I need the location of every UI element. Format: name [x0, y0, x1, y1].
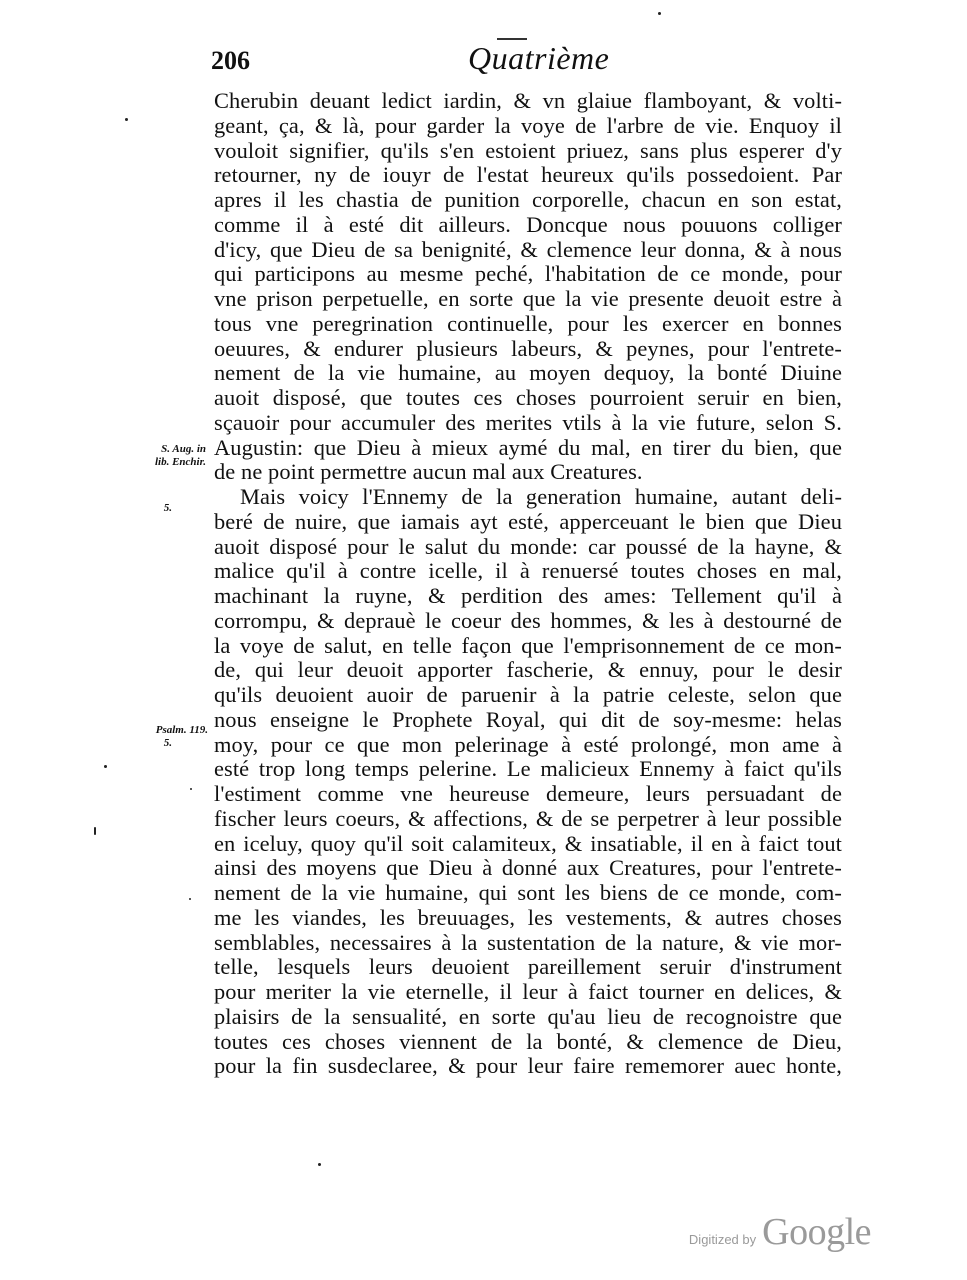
body-line: tous vne peregrination continuelle, pour les exercer en bonnes: [214, 310, 842, 336]
digitized-by-label: Digitized by: [688, 1232, 757, 1247]
scan-speck: [318, 1163, 321, 1166]
margin-note-line: 5.: [163, 502, 172, 514]
body-line: qui participons au mesme peché, l'habitation de ce monde, pour: [214, 261, 842, 287]
body-line: l'estiment comme vne heureuse demeure, leurs persuadant de: [214, 781, 842, 806]
body-line: telle, lesquels leurs deuoient pareillement seruir d'instrument: [214, 954, 842, 980]
body-line: nement de la vie humaine, au moyen dequoy, la bonté Diuine: [214, 360, 842, 386]
body-line: plaisirs de la sensualité, en sorte qu'au lieu de recognoistre que: [214, 1003, 842, 1029]
body-line: malice qu'il à contre icelle, il à renuersé toutes choses en mal,: [214, 558, 842, 584]
body-line: retourner, ny de iouyr de l'estat heureux qu'ils possedoient. Par: [214, 162, 842, 188]
scan-speck: [190, 788, 192, 790]
body-line: esté trop long temps pelerine. Le malicieux Ennemy à faict qu'ils: [214, 756, 842, 782]
google-logo: Google: [762, 1211, 871, 1253]
scan-speck: [189, 898, 191, 900]
body-line: en iceluy, quoy qu'il soit calamiteux, & insatiable, il en à faict tout: [214, 830, 842, 856]
body-line: Augustin: que Dieu à mieux aymé du mal, en tirer du bien, que: [214, 434, 842, 460]
scan-speck: [104, 765, 107, 768]
scan-speck: [658, 12, 661, 15]
body-line: auoit disposé pour le salut du monde: car poussé de la hayne, &: [214, 533, 842, 559]
body-line: geant, ça, & là, pour garder la voye de l'arbre de vie. Enquoy il: [214, 112, 842, 138]
digitized-by-footer: [689, 1210, 871, 1254]
scan-speck: [125, 118, 128, 121]
body-line: semblables, necessaires à la sustentation de la nature, & vie mor-: [214, 929, 842, 955]
body-line: apres il les chastia de punition corporelle, chacun en son estat,: [214, 187, 842, 212]
body-line: vne prison perpetuelle, en sorte que la vie presente deuoit estre à: [214, 286, 842, 311]
body-text: [214, 89, 842, 1079]
body-line-paragraph-start: Mais voicy l'Ennemy de la generation humaine, autant deli-: [240, 484, 842, 509]
scan-speck: [94, 827, 96, 835]
body-line: Cherubin deuant ledict iardin, & vn glaiue flamboyant, & volti-: [214, 88, 842, 113]
body-line: sçauoir pour accumuler des merites vtils à la vie future, selon S.: [214, 409, 842, 435]
margin-note-psalm: [124, 724, 208, 750]
body-line: vouloit signifier, qu'ils s'en estoient priuez, sans plus esperer d'y: [214, 137, 842, 163]
body-line: fischer leurs coeurs, & affections, & de se perpetrer à leur possible: [214, 805, 842, 831]
body-line: la voye de salut, en telle façon que l'emprisonnement de ce mon-: [214, 632, 842, 658]
running-title: Quatrième: [468, 40, 610, 76]
body-line: me les viandes, les breuuages, les vestements, & autres choses: [214, 904, 842, 930]
body-line: moy, pour ce que mon pelerinage à esté prolongé, mon ame à: [214, 731, 842, 757]
margin-note-line: S. Aug. in: [161, 443, 206, 455]
margin-note-line: Psalm. 119.: [155, 724, 208, 736]
body-line: toutes ces choses viennent de la bonté, & clemence de Dieu,: [214, 1028, 842, 1054]
body-line: nous enseigne le Prophete Royal, qui dit de soy-mesme: helas: [214, 706, 842, 732]
margin-note-augustine: [128, 443, 206, 469]
margin-note-line: lib. Enchir.: [154, 456, 206, 468]
body-line: beré de nuire, que iamais ayt esté, apperceuant le bien que Dieu: [214, 508, 842, 534]
body-line: comme il à esté dit ailleurs. Doncque nous pouuons colliger: [214, 211, 842, 237]
body-line: de, qui leur deuoit apporter fascherie, & ennuy, pour le desir: [214, 657, 842, 683]
body-line: corrompu, & deprauè le coeur des hommes, & les à destourné de: [214, 607, 842, 633]
margin-note-line: 5.: [163, 737, 172, 749]
body-line: nement de la vie humaine, qui sont les biens de ce monde, com-: [214, 880, 842, 905]
page-number: 206: [211, 46, 250, 75]
body-line: ainsi des moyens que Dieu à donné aux Creatures, pour l'entrete-: [214, 855, 842, 881]
body-line: pour meriter la vie eternelle, il leur à faict tourner en delices, &: [214, 979, 842, 1004]
body-line: d'icy, que Dieu de sa benignité, & clemence leur donna, & à nous: [214, 236, 842, 262]
body-line: de ne point permettre aucun mal aux Creatures.: [214, 459, 643, 485]
body-line: auoit disposé, que toutes ces choses pourroient seruir en bien,: [214, 385, 842, 410]
body-line: machinant la ruyne, & perdition des ames: Tellement qu'il à: [214, 583, 842, 608]
body-line: oeuures, & endurer plusieurs labeurs, & peynes, pour l'entrete-: [214, 335, 842, 361]
body-line: qu'ils deuoient auoir de paruenir à la patrie celeste, selon que: [214, 682, 842, 707]
body-line: pour la fin susdeclaree, & pour leur faire rememorer auec honte,: [214, 1053, 842, 1079]
margin-note-section-5: [150, 502, 172, 515]
